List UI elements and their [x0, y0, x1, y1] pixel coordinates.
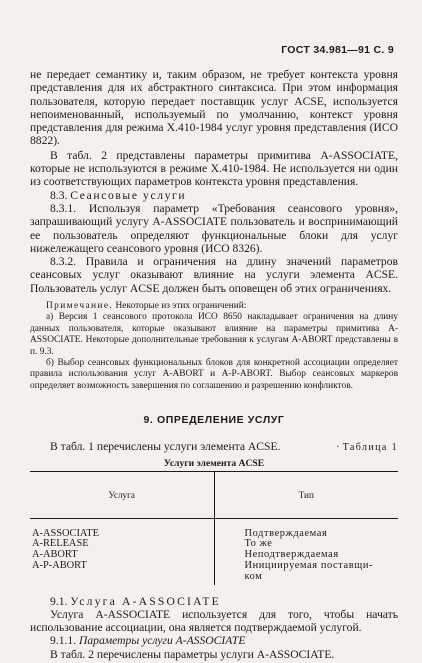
type-confirmed: Подтверждаемая [244, 527, 328, 539]
table-header-row [30, 471, 398, 518]
type-same: То же [244, 538, 273, 550]
type-provider-initiated: Инициируемая поставщи- [244, 559, 374, 571]
note-label-rest: Некоторые из этих ограничений: [115, 301, 247, 312]
service-a-release: A-RELEASE [32, 538, 89, 550]
table1-label: Таблица 1 [342, 442, 398, 454]
page-content [30, 68, 398, 661]
type-unconfirmed: Неподтверждаемая [244, 549, 339, 561]
paragraph-8-3-2: 8.3.2. Правила и ограничения на длину значений параметров сеансовых услуг оказывают влияние на услуги элемента ACSE. Пользователь услуг ACSE должен быть оповещен об этих ограничениях. [30, 255, 398, 295]
paragraph-continuation: не передает семантику и, таким образом, не требует контекста уровня представления для их абстрактного синтаксиса. При этом информация пользователя, которую передает поставщик услуг ACSE, используется непоименованный, используемый по умолчанию, контекст уровня представления для режима X.410-1984 услуг уровня представления (ИСО 8822). [30, 68, 398, 148]
heading-8-3-title: Сеансовые услуги [70, 188, 187, 202]
col-header-type: Тип [214, 471, 398, 518]
paragraph-9-1: Услуга A-ASSOCIATE используется для того, чтобы начать использование ассоциации, она является подтверждаемой услугой. [30, 607, 398, 635]
heading-9-1-number: 9.1. [50, 594, 68, 608]
heading-9-1-1 [30, 634, 398, 647]
type-provider-initiated-cont: ком [244, 570, 263, 582]
heading-8-3-number: 8.3. [50, 188, 68, 202]
note-item-a: а) Версия 1 сеансового протокола ИСО 8650 накладывает ограничения на длину данных пользователя, которые оказывают влияние на параметры примитива A-ASSOCIATE. Некоторые дополнительные требования к услугам A-ABORT представлены в п. 9.3. [30, 312, 398, 357]
service-a-associate: A-ASSOCIATE [32, 527, 99, 539]
note-item-b: б) Выбор сеансовых функциональных блоков для конкретной ассоциации определяет правила использования услуг A-ABORT и A-P-ABORT. Выбор сеансовых маркеров определяет возможность завершения по соглашению и разрешению конфликтов. [30, 358, 398, 391]
table-body-row [30, 518, 398, 584]
paragraph-table2-ref: В табл. 2 перечислены параметры услуги A-ASSOCIATE. [50, 647, 335, 661]
table1-intro-line [30, 440, 398, 454]
services-table [30, 471, 398, 585]
section-9-title: 9. ОПРЕДЕЛЕНИЕ УСЛУГ [143, 414, 285, 427]
heading-8-3 [30, 189, 398, 202]
paragraph-8-3-1: 8.3.1. Используя параметр «Требования сеансового уровня», запрашивающий услугу A-ASSOCIATE пользователь и воспринимающий ее пользователь определяют функциональные блоки для услуг нижележащего сеансового уровня (ИСО 8326). [30, 201, 398, 255]
table1-dot: · [335, 440, 340, 454]
paragraph-table2-note: В табл. 2 представлены параметры примитива A-ASSOCIATE, которые не используются в режиме X.410-1984. Не используется ни один из соответствующих параметров контекста уровня представления. [30, 148, 398, 189]
table1-intro: В табл. 1 перечислены услуги элемента ACSE. [50, 440, 281, 454]
running-header: ГОСТ 34.981—91 С. 9 [281, 44, 394, 56]
table1-caption: Услуги элемента ACSE [163, 457, 265, 469]
types-cell [214, 518, 398, 584]
heading-9-1-1-title: Параметры услуги A-ASSOCIATE [79, 634, 246, 648]
heading-9-1-1-number: 9.1.1. [50, 634, 77, 648]
service-a-abort: A-ABORT [32, 549, 78, 561]
note-heading [30, 301, 398, 312]
note-label: Примечание. [46, 301, 114, 312]
col-header-service: Услуга [30, 471, 214, 518]
service-a-p-abort: A-P-ABORT [32, 559, 87, 571]
heading-9-1-title: Услуга A-ASSOCIATE [70, 594, 221, 608]
services-cell [30, 518, 214, 584]
heading-9-1 [30, 595, 398, 608]
